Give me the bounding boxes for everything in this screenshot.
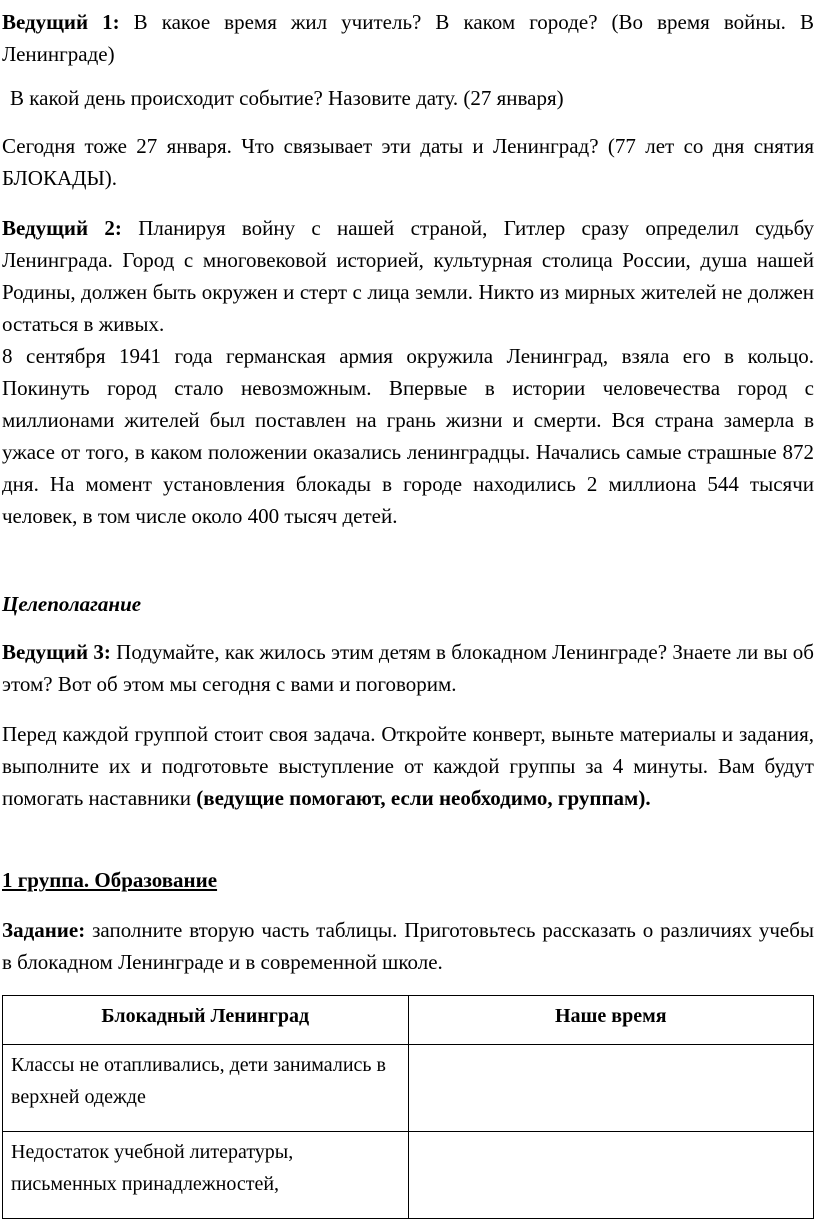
paragraph-text: В какой день происходит событие? Назовите дату. (27 января) xyxy=(10,86,564,110)
paragraph-host2 xyxy=(2,212,814,340)
speaker-label: Ведущий 3: xyxy=(2,640,111,664)
paragraph-text: 8 сентября 1941 года германская армия окружила Ленинград, взяла его в кольцо. Покинуть город стало невозможным. Впервые в истории человечества город с миллионами жителей был поставлен на грань жизни и смерти. Вся страна замерла в ужасе от того, в каком положении оказались ленинградцы. Начались самые страшные 872 дня. На момент установления блокады в городе находились 2 миллиона 544 тысячи человек, в том числе около 400 тысяч детей. xyxy=(2,344,814,528)
speaker-label: Ведущий 2: xyxy=(2,216,122,240)
table-header-row xyxy=(3,996,814,1045)
paragraph-text: Подумайте, как жилось этим детям в блокадном Ленинграде? Знаете ли вы об этом? Вот об этом мы сегодня с вами и поговорим. xyxy=(2,640,814,696)
heading-goal-setting xyxy=(2,588,814,620)
assignment-label: Задание: xyxy=(2,918,86,942)
speaker-label: Ведущий 1: xyxy=(2,10,120,34)
paragraph-question-date xyxy=(2,82,814,114)
comparison-table xyxy=(2,995,814,1219)
paragraph-host3 xyxy=(2,636,814,700)
table-cell xyxy=(408,1045,814,1132)
paragraph-bold-note: (ведущие помогают, если необходимо, группам). xyxy=(196,786,651,810)
paragraph-text: заполните вторую часть таблицы. Приготовьтесь рассказать о различиях учебы в блокадном Ленинграде и в современной школе. xyxy=(2,918,814,974)
table-cell: Классы не отапливались, дети занимались в верхней одежде xyxy=(3,1045,409,1132)
table-row xyxy=(3,1132,814,1219)
paragraph-group-task xyxy=(2,718,814,814)
heading-text: Целеполагание xyxy=(2,592,142,616)
paragraph-today xyxy=(2,130,814,194)
paragraph-blockade-start xyxy=(2,340,814,532)
table-cell: Недостаток учебной литературы, письменных принадлежностей, xyxy=(3,1132,409,1219)
heading-group-1 xyxy=(2,864,814,896)
paragraph-assignment xyxy=(2,914,814,978)
paragraph-text: Планируя войну с нашей страной, Гитлер сразу определил судьбу Ленинграда. Город с многовековой историей, культурная столица России, душа нашей Родины, должен быть окружен и стерт с лица земли. Никто из мирных жителей не должен остаться в живых. xyxy=(2,216,814,336)
table-header-blockade: Блокадный Ленинград xyxy=(3,996,409,1045)
paragraph-text: Перед каждой группой стоит своя задача. Откройте конверт, выньте материалы и задания, выполните их и подготовьте выступление от каждой группы за 4 минуты. Вам будут помогать наставники xyxy=(2,722,814,810)
heading-text: 1 группа. Образование xyxy=(2,868,218,892)
table-cell xyxy=(408,1132,814,1219)
paragraph-text: В какое время жил учитель? В каком городе? (Во время войны. В Ленинграде) xyxy=(2,10,814,66)
paragraph-host1 xyxy=(2,6,814,70)
table-header-our-time: Наше время xyxy=(408,996,814,1045)
paragraph-text: Сегодня тоже 27 января. Что связывает эти даты и Ленинград? (77 лет со дня снятия БЛОКАДЫ). xyxy=(2,134,814,190)
table-row xyxy=(3,1045,814,1132)
